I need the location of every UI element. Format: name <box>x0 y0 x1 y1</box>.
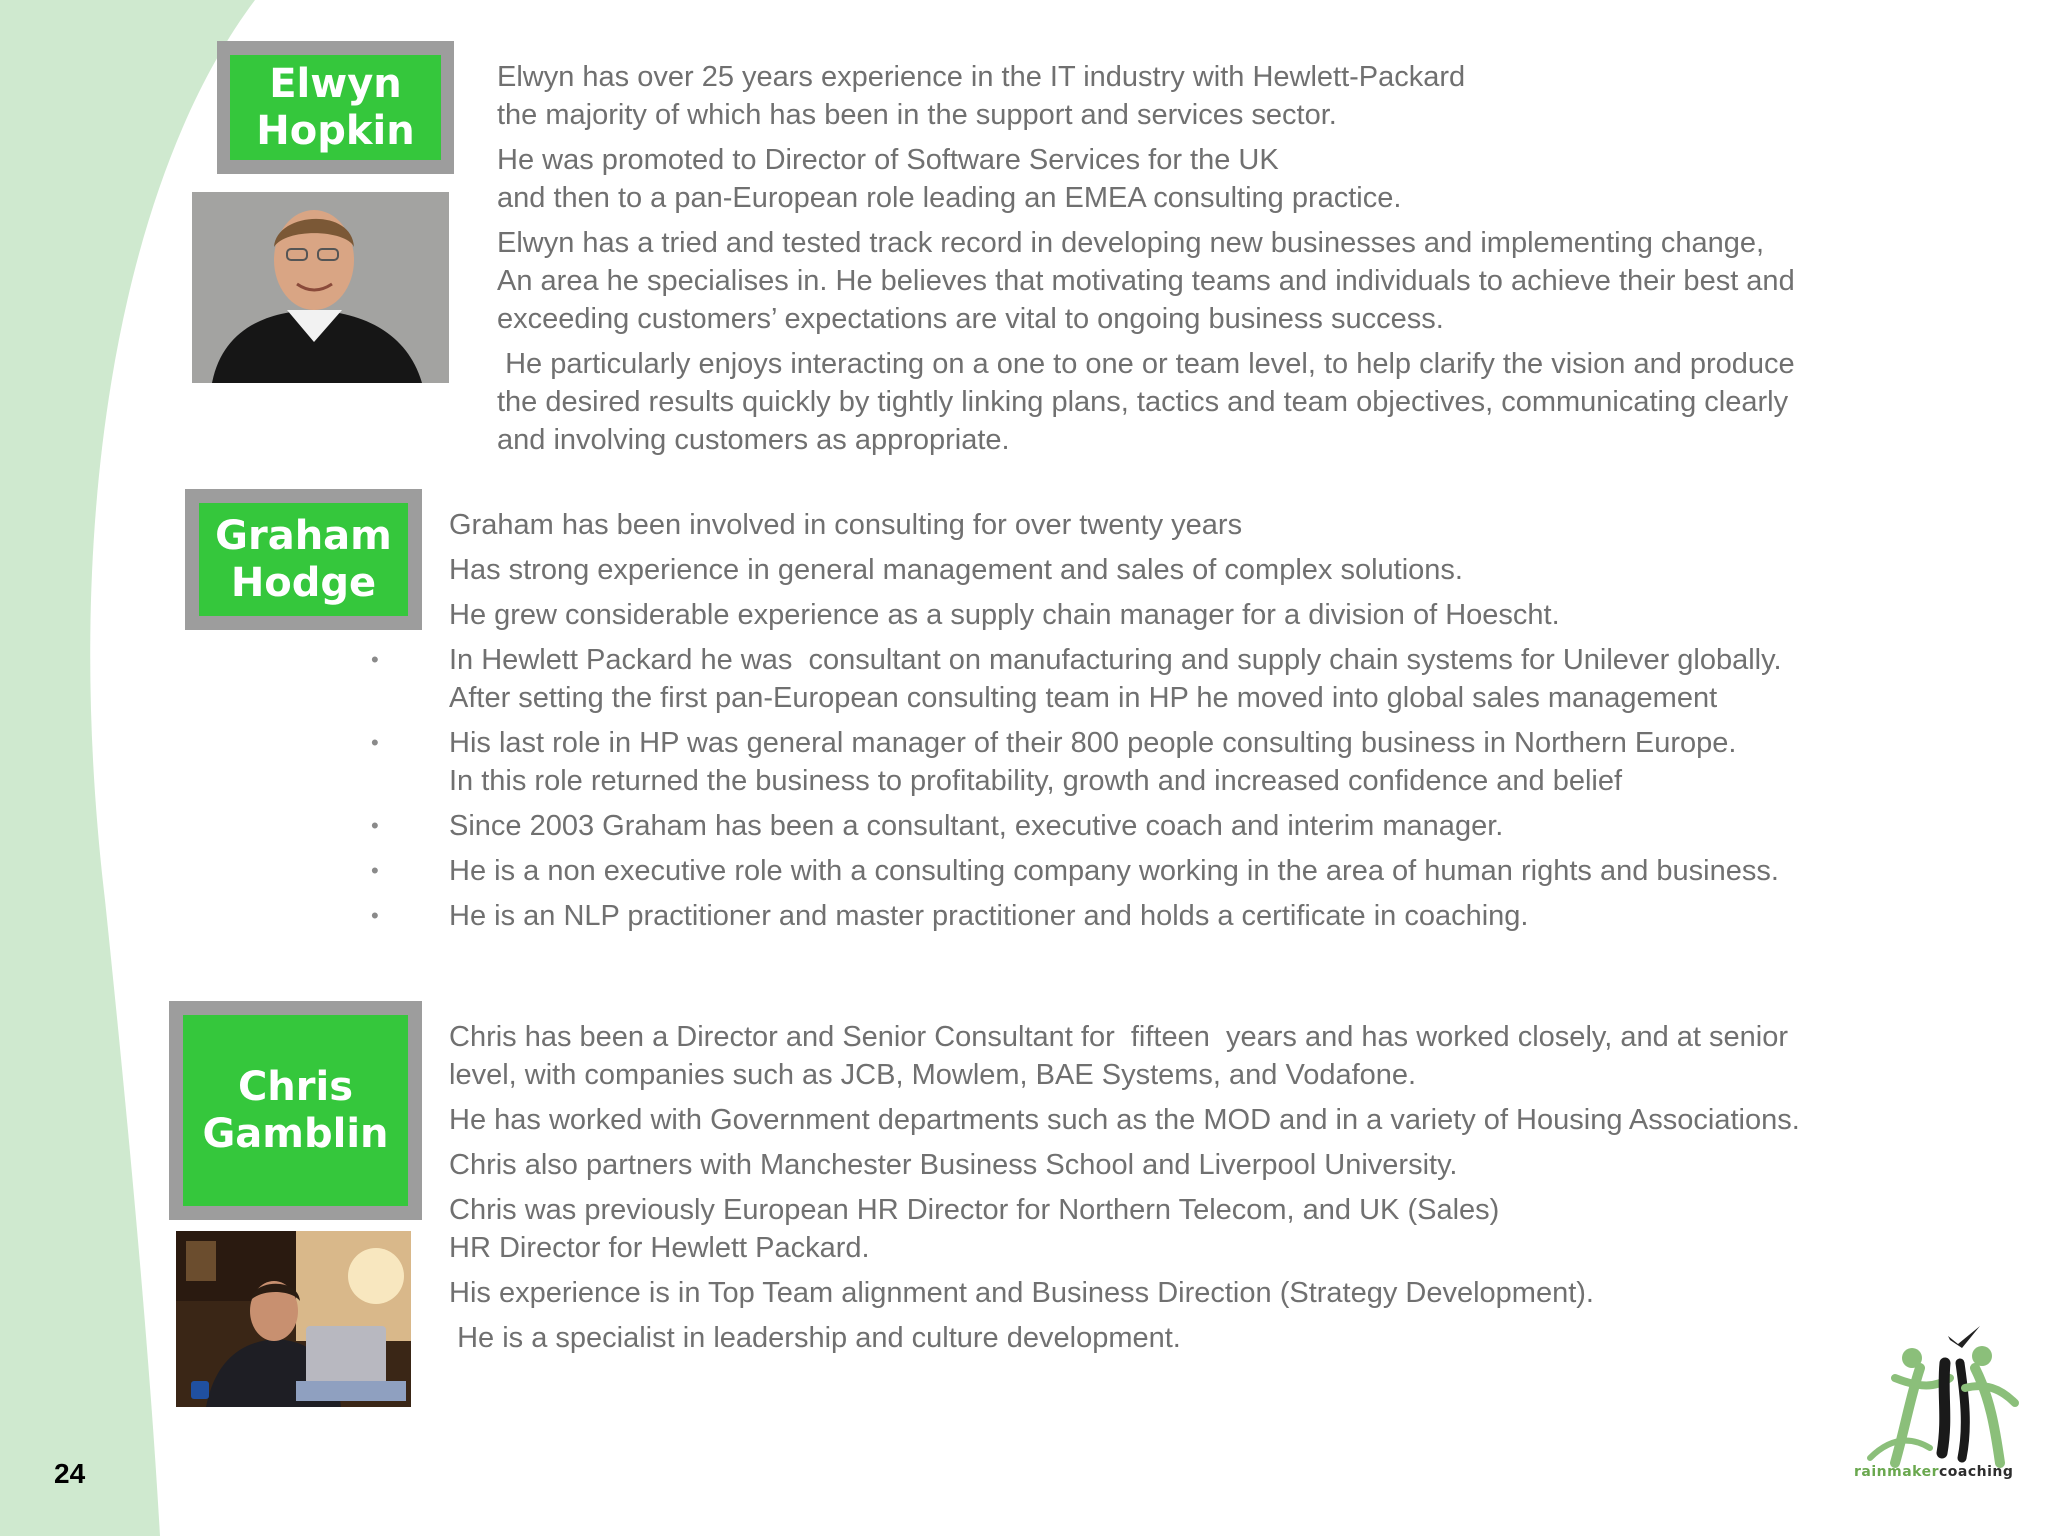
bio-paragraph: Has strong experience in general management and sales of complex solutions. <box>449 554 1463 586</box>
bio-elwyn-hopkin <box>497 58 1927 466</box>
name-line-2: Hopkin <box>256 107 415 154</box>
bio-paragraph: Elwyn has a tried and tested track record in developing new businesses and implementing change, An area he specialises in. He believes that motivating teams and individuals to achieve their best and exceeding customers’ expectations are vital to ongoing business success. <box>497 227 1795 335</box>
bio-paragraph: He was promoted to Director of Software Services for the UK and then to a pan-European role leading an EMEA consulting practice. <box>497 144 1402 214</box>
brand-part-2: coaching <box>1939 1464 2014 1480</box>
bio-paragraph: Chris was previously European HR Director for Northern Telecom, and UK (Sales) HR Director for Hewlett Packard. <box>449 1194 1500 1264</box>
name-box-graham-hodge <box>185 489 422 630</box>
bio-bullet: • In Hewlett Packard he was consultant on manufacturing and supply chain systems for Unilever globally. After setting the first pan-European consulting team in HP he moved into global sales management <box>449 641 1929 717</box>
bio-bullet: • Since 2003 Graham has been a consultant, executive coach and interim manager. <box>449 807 1929 845</box>
photo-elwyn-hopkin <box>192 192 449 383</box>
bio-paragraph: He is a specialist in leadership and culture development. <box>449 1322 1181 1354</box>
brand-part-1: rainmaker <box>1854 1464 1939 1480</box>
brand-wordmark <box>1854 1464 2013 1480</box>
bio-paragraph: Graham has been involved in consulting for over twenty years <box>449 509 1243 541</box>
name-line-1: Elwyn <box>269 60 402 107</box>
bio-bullet: • He is a non executive role with a consulting company working in the area of human rights and business. <box>449 852 1929 890</box>
name-line-1: Graham <box>215 512 392 559</box>
bio-chris-gamblin <box>449 1018 1949 1364</box>
bio-paragraph: His experience is in Top Team alignment and Business Direction (Strategy Development). <box>449 1277 1594 1309</box>
photo-chris-gamblin <box>176 1231 411 1407</box>
bio-paragraph: Chris also partners with Manchester Business School and Liverpool University. <box>449 1149 1458 1181</box>
name-box-elwyn-hopkin <box>217 41 454 174</box>
bio-paragraph: Elwyn has over 25 years experience in the IT industry with Hewlett-Packard the majority of which has been in the support and services sector. <box>497 61 1466 131</box>
bio-graham-hodge <box>449 506 1929 942</box>
name-line-2: Gamblin <box>202 1110 389 1157</box>
rainmaker-logo-icon <box>1850 1318 2025 1478</box>
page-number: 24 <box>54 1458 86 1489</box>
name-line-1: Chris <box>237 1063 354 1110</box>
name-box-chris-gamblin <box>169 1001 422 1220</box>
bio-paragraph: Chris has been a Director and Senior Consultant for fifteen years and has worked closely, and at senior level, with companies such as JCB, Mowlem, BAE Systems, and Vodafone. <box>449 1021 1789 1091</box>
bio-bullet: • He is an NLP practitioner and master practitioner and holds a certificate in coaching. <box>449 897 1929 935</box>
bio-bullet: • His last role in HP was general manager of their 800 people consulting business in Northern Europe. In this role returned the business to profitability, growth and increased confidence and belief <box>449 724 1929 800</box>
bio-paragraph: He particularly enjoys interacting on a one to one or team level, to help clarify the vision and produce the desired results quickly by tightly linking plans, tactics and team objectives, communicating clearly and involving customers as appropriate. <box>497 348 1795 456</box>
bio-paragraph: He has worked with Government departments such as the MOD and in a variety of Housing Associations. <box>449 1104 1800 1136</box>
name-line-2: Hodge <box>230 559 377 606</box>
bio-paragraph: He grew considerable experience as a supply chain manager for a division of Hoescht. <box>449 599 1560 631</box>
